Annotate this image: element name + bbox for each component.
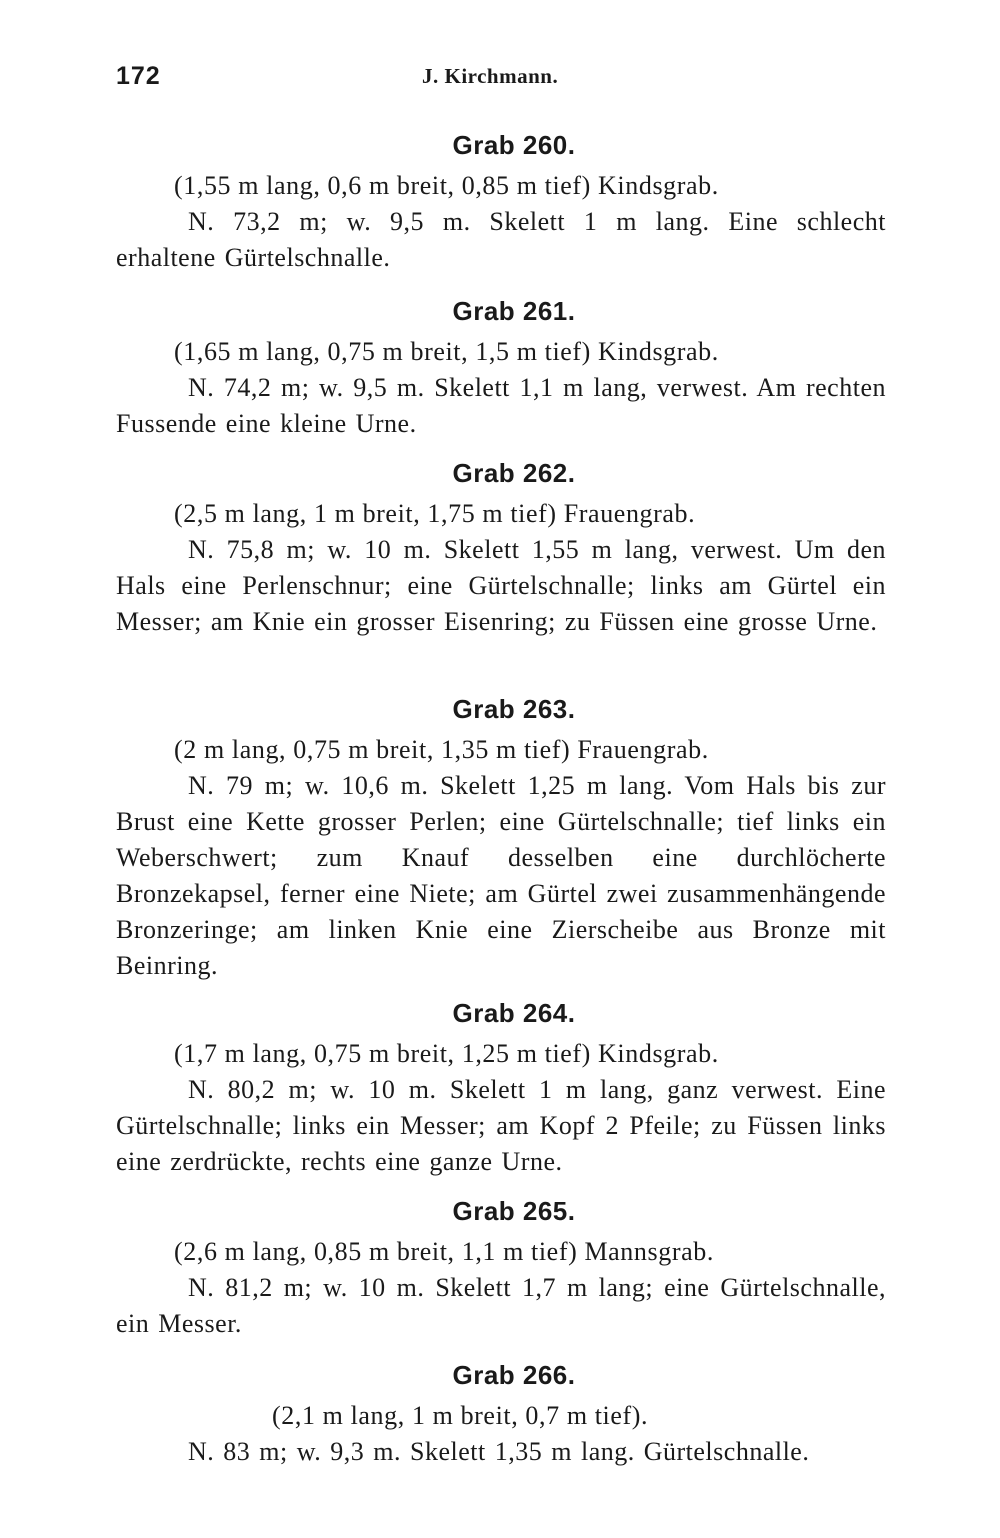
grave-description: N. 83 m; w. 9,3 m. Skelett 1,35 m lang. Gürtelschnalle. <box>188 1437 810 1466</box>
grave-heading: Grab 264. <box>452 998 576 1028</box>
page-number: 172 <box>116 62 161 90</box>
grave-entry-263 <box>116 692 886 984</box>
grave-heading: Grab 260. <box>452 130 576 160</box>
grave-description: N. 81,2 m; w. 10 m. Skelett 1,7 m lang; eine Gürtelschnalle, ein Messer. <box>116 1273 886 1338</box>
grave-description: N. 74,2 m; w. 9,5 m. Skelett 1,1 m lang, verwest. Am rechten Fussende eine kleine Urne. <box>116 373 886 438</box>
grave-heading: Grab 265. <box>452 1196 576 1226</box>
running-title: J. Kirchmann. <box>422 64 559 88</box>
grave-measurements: (1,65 m lang, 0,75 m breit, 1,5 m tief) Kindsgrab. <box>174 337 719 366</box>
grave-heading: Grab 261. <box>452 296 576 326</box>
grave-measurements: (2,5 m lang, 1 m breit, 1,75 m tief) Frauengrab. <box>174 499 696 528</box>
grave-entry-264 <box>116 996 886 1180</box>
grave-heading: Grab 263. <box>452 694 576 724</box>
grave-entry-265 <box>116 1194 886 1342</box>
grave-description: N. 80,2 m; w. 10 m. Skelett 1 m lang, ganz verwest. Eine Gürtelschnalle; links ein Messer; am Kopf 2 Pfeile; zu Füssen links eine zerdrückte, rechts eine ganze Urne. <box>116 1075 886 1176</box>
grave-heading: Grab 266. <box>452 1360 576 1390</box>
grave-description: N. 73,2 m; w. 9,5 m. Skelett 1 m lang. Eine schlecht erhaltene Gürtelschnalle. <box>116 207 886 272</box>
grave-description: N. 75,8 m; w. 10 m. Skelett 1,55 m lang, verwest. Um den Hals eine Perlenschnur; eine Gürtelschnalle; links am Gürtel ein Messer; am Knie ein grosser Eisenring; zu Füssen eine grosse Urne. <box>116 535 886 636</box>
grave-description: N. 79 m; w. 10,6 m. Skelett 1,25 m lang. Vom Hals bis zur Brust eine Kette grosser Perlen; eine Gürtelschnalle; tief links ein Weberschwert; zum Knauf desselben eine durchlöcherte Bronzekapsel, ferner eine Niete; am Gürtel zwei zusammenhängende Bronzeringe; am linken Knie eine Zierscheibe aus Bronze mit Beinring. <box>116 771 886 980</box>
grave-entry-261 <box>116 294 886 442</box>
grave-heading: Grab 262. <box>452 458 576 488</box>
grave-measurements: (2,6 m lang, 0,85 m breit, 1,1 m tief) Mannsgrab. <box>174 1237 714 1266</box>
grave-entry-260 <box>116 128 886 276</box>
running-head <box>116 62 886 98</box>
grave-measurements: (1,55 m lang, 0,6 m breit, 0,85 m tief) Kindsgrab. <box>174 171 719 200</box>
grave-entry-262 <box>116 456 886 640</box>
grave-measurements: (1,7 m lang, 0,75 m breit, 1,25 m tief) Kindsgrab. <box>174 1039 719 1068</box>
grave-measurements: (2 m lang, 0,75 m breit, 1,35 m tief) Frauengrab. <box>174 735 709 764</box>
grave-measurements: (2,1 m lang, 1 m breit, 0,7 m tief). <box>272 1401 649 1430</box>
grave-entry-266 <box>116 1358 886 1470</box>
